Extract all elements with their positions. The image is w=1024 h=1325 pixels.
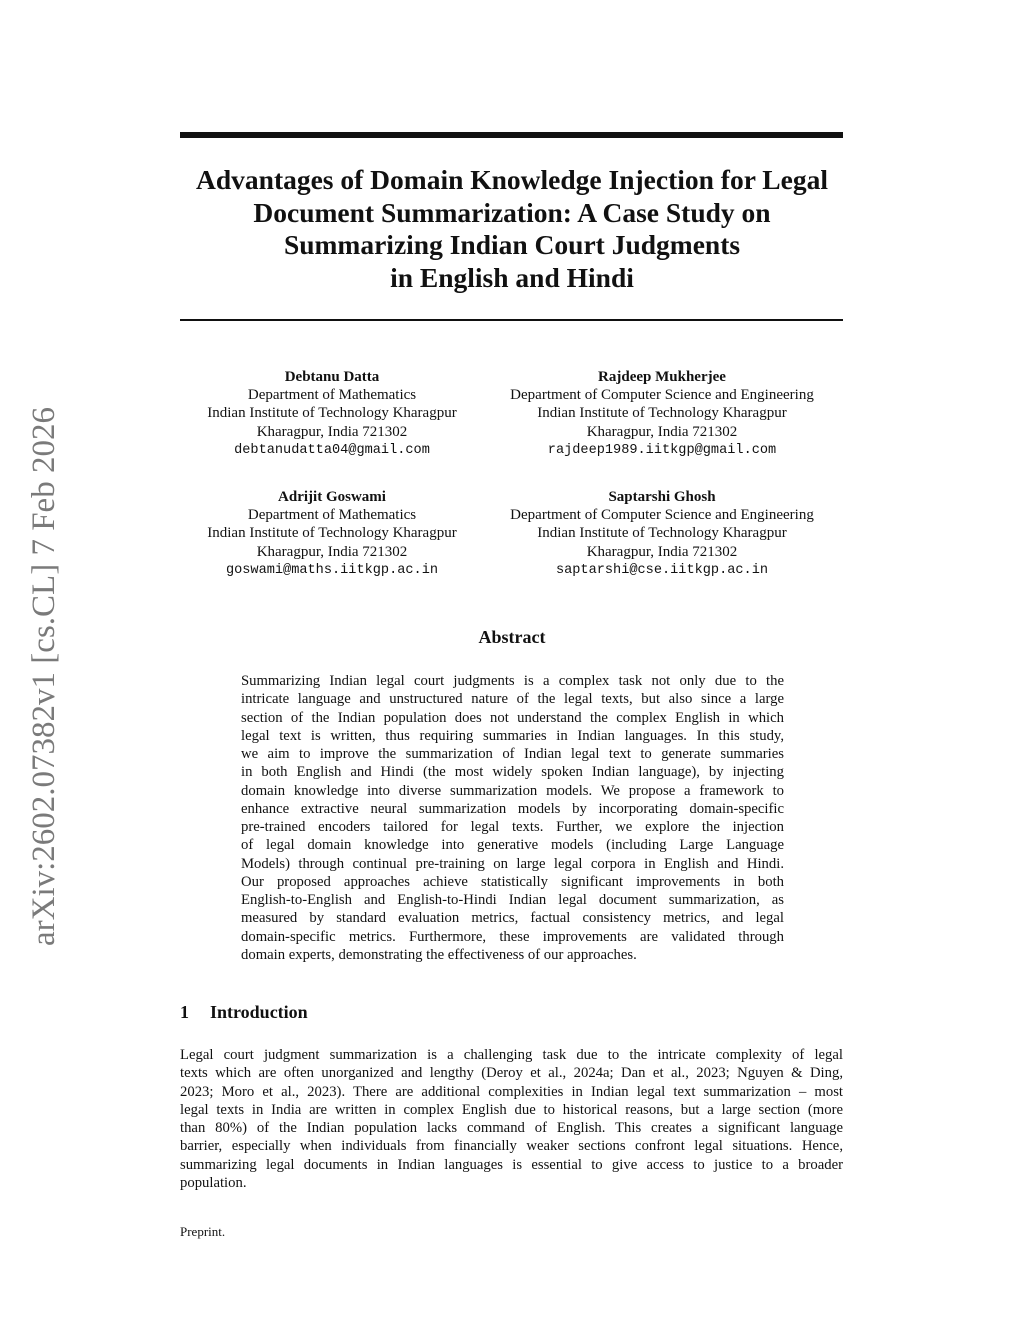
- abstract-line: we aim to improve the summarization of Indian legal text to generate summaries: [241, 746, 784, 762]
- abstract-line: Our proposed approaches achieve statistically significant improvements in both: [241, 873, 784, 890]
- abstract-line: domain experts, demonstrating the effectiveness of our approaches.: [241, 946, 637, 963]
- author-block-rajdeep-mukherjee: [482, 368, 842, 460]
- abstract-line: enhance extractive neural summarization models by incorporating domain-specific: [241, 800, 784, 817]
- abstract-line: domain-specific metrics. Furthermore, these improvements are validated through: [241, 928, 784, 945]
- introduction-text: [180, 1046, 843, 1192]
- title-bottom-rule: [180, 319, 843, 321]
- author-location: Kharagpur, India 721302: [256, 423, 408, 440]
- abstract-line: domain knowledge into diverse summarization models. We propose a framework to: [241, 782, 784, 799]
- abstract-line: Summarizing Indian legal court judgments is a complex task not only due to the: [241, 673, 784, 689]
- author-department: Department of Computer Science and Engineering: [510, 387, 814, 404]
- abstract-line: section of the Indian population does not understand the complex English in which: [241, 709, 784, 726]
- abstract-line: intricate language and unstructured nature of the legal texts, but also since a large: [241, 691, 784, 708]
- paper-title: [150, 164, 874, 294]
- abstract-line: English-to-English and English-to-Hindi Indian legal document summarization, as: [241, 892, 784, 908]
- author-location: Kharagpur, India 721302: [256, 543, 408, 560]
- author-department: Department of Computer Science and Engineering: [510, 507, 814, 524]
- introduction-line: barrier, especially when individuals from financially weaker sections confront legal situations. Hence,: [180, 1138, 843, 1155]
- title-line: Summarizing Indian Court Judgments: [283, 229, 741, 260]
- introduction-line: legal texts in India are written in complex English due to historical reasons, but a large section (more: [180, 1101, 843, 1118]
- author-institute: Indian Institute of Technology Kharagpur: [207, 405, 457, 422]
- author-email[interactable]: saptarshi@cse.iitkgp.ac.in: [555, 562, 769, 578]
- author-email[interactable]: rajdeep1989.iitkgp@gmail.com: [547, 442, 777, 458]
- introduction-heading: [180, 1002, 308, 1023]
- abstract-line: pre-trained encoders tailored for legal texts. Further, we explore the injection: [241, 819, 784, 835]
- author-location: Kharagpur, India 721302: [586, 543, 738, 560]
- author-block-saptarshi-ghosh: [482, 488, 842, 580]
- abstract-text: [241, 672, 784, 964]
- author-name: Saptarshi Ghosh: [608, 489, 716, 505]
- author-department: Department of Mathematics: [247, 507, 417, 524]
- author-department: Department of Mathematics: [247, 387, 417, 404]
- abstract-line: Models) through continual pre-training on large legal corpora in English and Hindi.: [241, 855, 784, 872]
- abstract-line: legal text is written, thus requiring summaries in Indian languages. In this study,: [241, 727, 784, 744]
- author-block-adrijit-goswami: [152, 488, 512, 580]
- author-institute: Indian Institute of Technology Kharagpur: [537, 525, 787, 542]
- author-location: Kharagpur, India 721302: [586, 423, 738, 440]
- abstract-line: in both English and Hindi (the most widely spoken Indian language), by injecting: [241, 764, 784, 781]
- introduction-line: summarizing legal documents in Indian languages is essential to give access to justice to a broader: [180, 1156, 843, 1173]
- title-line: Advantages of Domain Knowledge Injection for Legal: [196, 164, 828, 195]
- introduction-line: than 80%) of the Indian population lacks command of English. This creates a significant language: [180, 1120, 843, 1137]
- footer-preprint: Preprint.: [180, 1224, 226, 1239]
- author-name: Rajdeep Mukherjee: [598, 369, 726, 385]
- abstract-line: measured by standard evaluation metrics, factual consistency metrics, and legal: [241, 910, 784, 927]
- author-name: Debtanu Datta: [284, 369, 380, 385]
- section-title: Introduction: [210, 1002, 308, 1022]
- arxiv-identifier: arXiv:2602.07382v1 [cs.CL] 7 Feb 2026: [26, 407, 62, 946]
- author-name: Adrijit Goswami: [278, 489, 386, 505]
- introduction-line: texts which are often unorganized and lengthy (Deroy et al., 2024a; Dan et al., 2023; Nguyen & Ding,: [180, 1065, 843, 1082]
- abstract-line: of legal domain knowledge into generative models (including Large Language: [241, 837, 784, 854]
- author-email[interactable]: goswami@maths.iitkgp.ac.in: [225, 562, 439, 578]
- title-top-rule: [180, 132, 843, 138]
- introduction-line: 2023; Moro et al., 2023). There are additional complexities in Indian legal text summarization – most: [180, 1083, 843, 1100]
- author-block-debtanu-datta: [152, 368, 512, 460]
- section-number: 1: [180, 1002, 189, 1022]
- author-institute: Indian Institute of Technology Kharagpur: [537, 405, 787, 422]
- introduction-line: Legal court judgment summarization is a challenging task due to the intricate complexity of legal: [180, 1047, 843, 1063]
- author-email[interactable]: debtanudatta04@gmail.com: [234, 442, 430, 458]
- introduction-line: population.: [180, 1175, 247, 1192]
- title-line: in English and Hindi: [390, 261, 634, 293]
- title-line: Document Summarization: A Case Study on: [253, 196, 771, 228]
- abstract-heading: Abstract: [478, 627, 546, 647]
- author-institute: Indian Institute of Technology Kharagpur: [207, 525, 457, 542]
